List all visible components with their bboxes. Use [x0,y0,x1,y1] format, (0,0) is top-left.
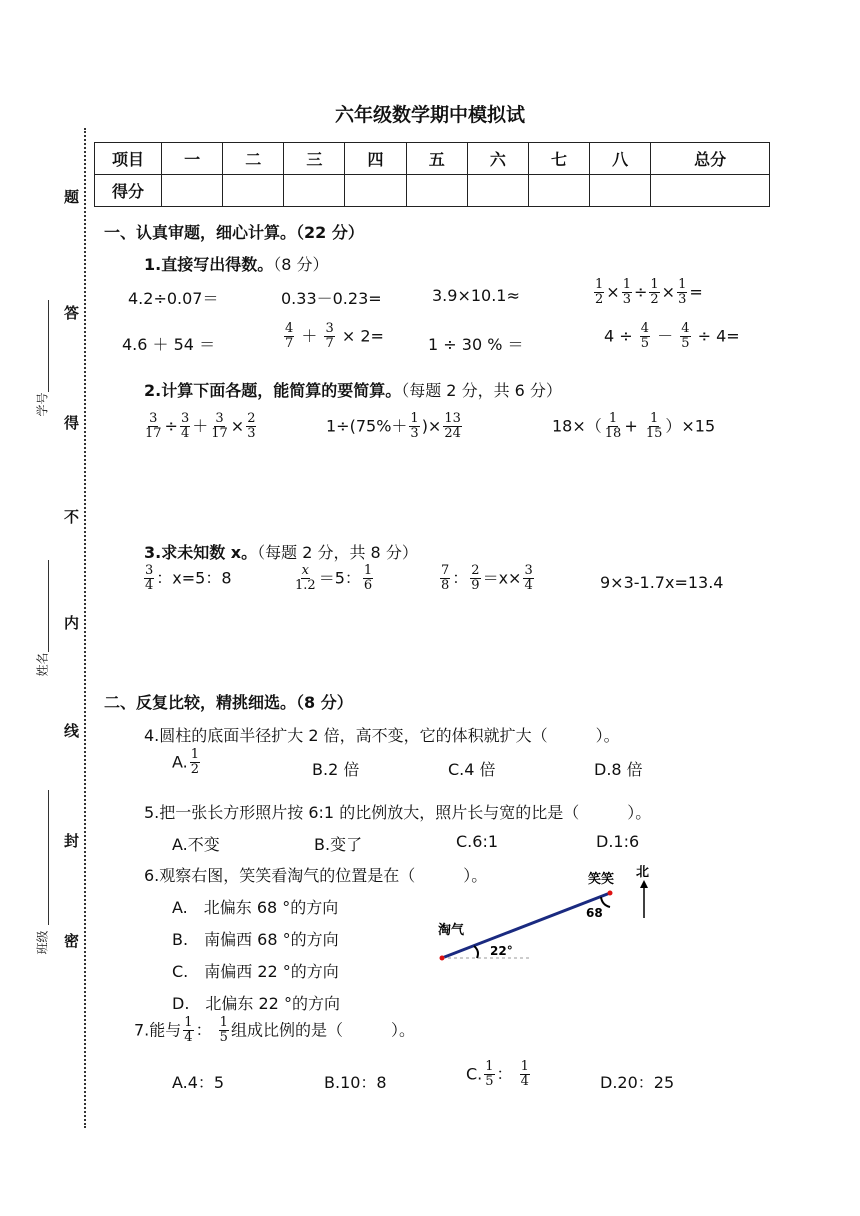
table-cell: 项目 [95,143,162,175]
q3-expr-4: 9×3-1.7x=13.4 [600,573,724,592]
north-arrow-head [640,880,648,888]
q3-expr-1: $\frac{3}{4}$ ：x=5：8 [145,563,232,594]
q1-expr-1: 4.2÷0.07＝ [128,289,219,308]
score-input-cell[interactable] [467,175,528,207]
fraction: $\frac{1}{5}$ [485,1059,494,1090]
table-cell: 四 [345,143,406,175]
q1-expr-2: 0.33－0.23= [281,289,382,308]
score-input-cell[interactable] [223,175,284,207]
fraction: $\frac{3}{17}$ [211,411,228,442]
class-label: 班级 [35,930,50,955]
north-label: 北 [636,865,650,880]
fraction: $\frac{3}{4}$ [180,411,190,442]
student-id-field[interactable] [48,300,49,392]
q4-stem: 4.圆柱的底面半径扩大 2 倍，高不变，它的体积就扩大（ ）。 [144,726,620,745]
fraction: $\frac{1}{18}$ [604,411,622,442]
q4-option-a[interactable]: A. $\frac{1}{2}$ [172,747,200,778]
q2-heading [144,378,562,401]
q1-expr-3: 3.9×10.1≈ [432,286,520,305]
table-cell: 七 [528,143,589,175]
q1-expr-6: $\frac{4}{7}$ ＋ $\frac{3}{7}$ × 2= [285,321,384,352]
fraction: $\frac{1}{15}$ [645,411,663,442]
sightline [442,893,610,958]
table-cell: 六 [467,143,528,175]
q4-option-c[interactable]: C.4 倍 [448,760,496,779]
fraction: $\frac{1}{3}$ [410,411,419,442]
q3-points: （每题 2 分，共 8 分） [257,543,418,562]
name-label: 姓名 [35,652,50,677]
taoqi-label: 淘气 [438,923,465,938]
table-cell: 五 [406,143,467,175]
seal-char: 题 [64,188,80,206]
seal-char: 封 [64,832,80,850]
score-input-cell[interactable] [345,175,406,207]
fraction: $\frac{1}{2}$ [595,277,604,308]
fraction: $\frac{1}{4}$ [184,1015,193,1046]
student-id-label: 学号 [35,392,50,417]
q1-points: （8 分） [273,255,329,274]
fraction: $\frac{x}{1.2}$ [295,563,316,594]
angle-22-arc [474,946,478,958]
q3-expr-3: $\frac{7}{8}$ ： $\frac{2}{9}$ ＝x× $\frac{3}{4}$ [441,563,533,594]
angle-22-label: 22° [490,944,513,958]
fraction: $\frac{1}{2}$ [190,747,200,778]
fraction: $\frac{1}{6}$ [363,563,373,594]
q6-option-a[interactable]: A. 北偏东 68 °的方向 [172,898,339,917]
score-table-header-row [95,143,770,175]
seal-dotted-line [84,128,86,1128]
fraction: $\frac{4}{5}$ [640,321,650,352]
fraction: $\frac{3}{4}$ [145,563,154,594]
fraction: $\frac{7}{8}$ [441,563,450,594]
q1-expr-5: 4.6 ＋ 54 ＝ [122,335,216,354]
seal-char: 线 [64,722,80,740]
q4-option-d[interactable]: D.8 倍 [594,760,643,779]
fraction: $\frac{3}{4}$ [524,563,533,594]
fraction: $\frac{1}{3}$ [622,277,631,308]
q5-option-c[interactable]: C.6:1 [456,832,499,851]
q1-heading [144,252,329,275]
q3-expr-2: $\frac{x}{1.2}$ ＝5： $\frac{1}{6}$ [295,563,373,594]
fraction: $\frac{4}{7}$ [285,321,294,352]
q1-expr-8: 4 ÷ $\frac{4}{5}$ － $\frac{4}{5}$ ÷ 4= [604,321,740,352]
section2-heading: 二、反复比较，精挑细选。（8 分） [104,693,353,712]
q6-option-c[interactable]: C. 南偏西 22 °的方向 [172,962,339,981]
taoqi-point [440,956,445,961]
q2-points: （每题 2 分，共 6 分） [401,381,562,400]
fraction: $\frac{13}{24}$ [444,411,461,442]
q5-option-d[interactable]: D.1:6 [596,832,640,851]
fraction: $\frac{3}{7}$ [325,321,334,352]
table-cell: 三 [284,143,345,175]
xiaoxiao-point [608,891,613,896]
q5-stem: 5.把一张长方形照片按 6:1 的比例放大，照片长与宽的比是（ ）。 [144,803,652,822]
section1-heading: 一、认真审题，细心计算。（22 分） [104,223,364,242]
fraction: $\frac{1}{2}$ [650,277,659,308]
q7-option-c[interactable]: C. $\frac{1}{5}$ ： $\frac{1}{4}$ [466,1059,529,1090]
table-cell: 得分 [95,175,162,207]
angle-68-label: 68 [586,906,603,920]
fraction: $\frac{2}{3}$ [247,411,256,442]
seal-char: 得 [64,414,80,432]
page-title: 六年级数学期中模拟试 [334,104,525,126]
fraction: $\frac{2}{9}$ [471,563,480,594]
score-input-cell[interactable] [406,175,467,207]
q2-expr-3: 18×（ $\frac{1}{18}$ + $\frac{1}{15}$ ）×15 [552,411,716,442]
q1-expr-4: $\frac{1}{2}$ × $\frac{1}{3}$ ÷ $\frac{1}{2}$ × $\frac{1}{3}$ = [595,277,703,308]
q7-option-b[interactable]: B.10：8 [324,1073,387,1092]
q4-option-b[interactable]: B.2 倍 [312,760,360,779]
q2-expr-2: 1÷(75%＋ $\frac{1}{3}$ )× $\frac{13}{24}$ [326,411,461,442]
q5-option-b[interactable]: B.变了 [314,835,363,854]
score-table [94,142,770,207]
score-input-cell[interactable] [528,175,589,207]
table-cell: 一 [162,143,223,175]
q6-option-d[interactable]: D. 北偏东 22 °的方向 [172,994,340,1013]
seal-char: 答 [64,304,80,322]
score-input-cell[interactable] [651,175,770,207]
q6-direction-figure [430,860,660,970]
q7-option-a[interactable]: A.4：5 [172,1073,225,1092]
q6-stem: 6.观察右图，笑笑看淘气的位置是在（ ）。 [144,866,488,885]
q7-stem: 7.能与 $\frac{1}{4}$ ： $\frac{1}{5}$ 组成比例的是（ ）。 [134,1015,415,1046]
table-cell: 总分 [651,143,770,175]
fraction: $\frac{4}{5}$ [681,321,690,352]
score-input-cell[interactable] [590,175,651,207]
score-input-cell[interactable] [284,175,345,207]
q5-option-a[interactable]: A.不变 [172,835,220,854]
q6-option-b[interactable]: B. 南偏西 68 °的方向 [172,930,339,949]
table-cell: 八 [590,143,651,175]
seal-char: 不 [64,508,80,526]
fraction: $\frac{1}{3}$ [678,277,687,308]
q7-option-d[interactable]: D.20：25 [600,1073,675,1092]
q3-heading [144,540,418,563]
fraction: $\frac{3}{17}$ [145,411,162,442]
fraction: $\frac{1}{5}$ [219,1015,228,1046]
class-field[interactable] [48,790,49,925]
seal-char: 密 [64,932,80,950]
q2-expr-1: $\frac{3}{17}$ ÷ $\frac{3}{4}$ ＋ $\frac{3}{17}$ × $\frac{2}{3}$ [145,411,256,442]
fraction: $\frac{1}{4}$ [520,1059,529,1090]
score-input-cell[interactable] [162,175,223,207]
xiaoxiao-label: 笑笑 [588,872,615,887]
q1-title: 1.直接写出得数。 [144,255,274,274]
seal-char: 内 [64,614,80,632]
table-cell: 二 [223,143,284,175]
q3-title: 3.求未知数 x。 [144,543,258,562]
name-field[interactable] [48,560,49,652]
q2-title: 2.计算下面各题，能简算的要简算。 [144,381,402,400]
q1-expr-7: 1 ÷ 30 % ＝ [428,335,524,354]
score-table-score-row [95,175,770,207]
